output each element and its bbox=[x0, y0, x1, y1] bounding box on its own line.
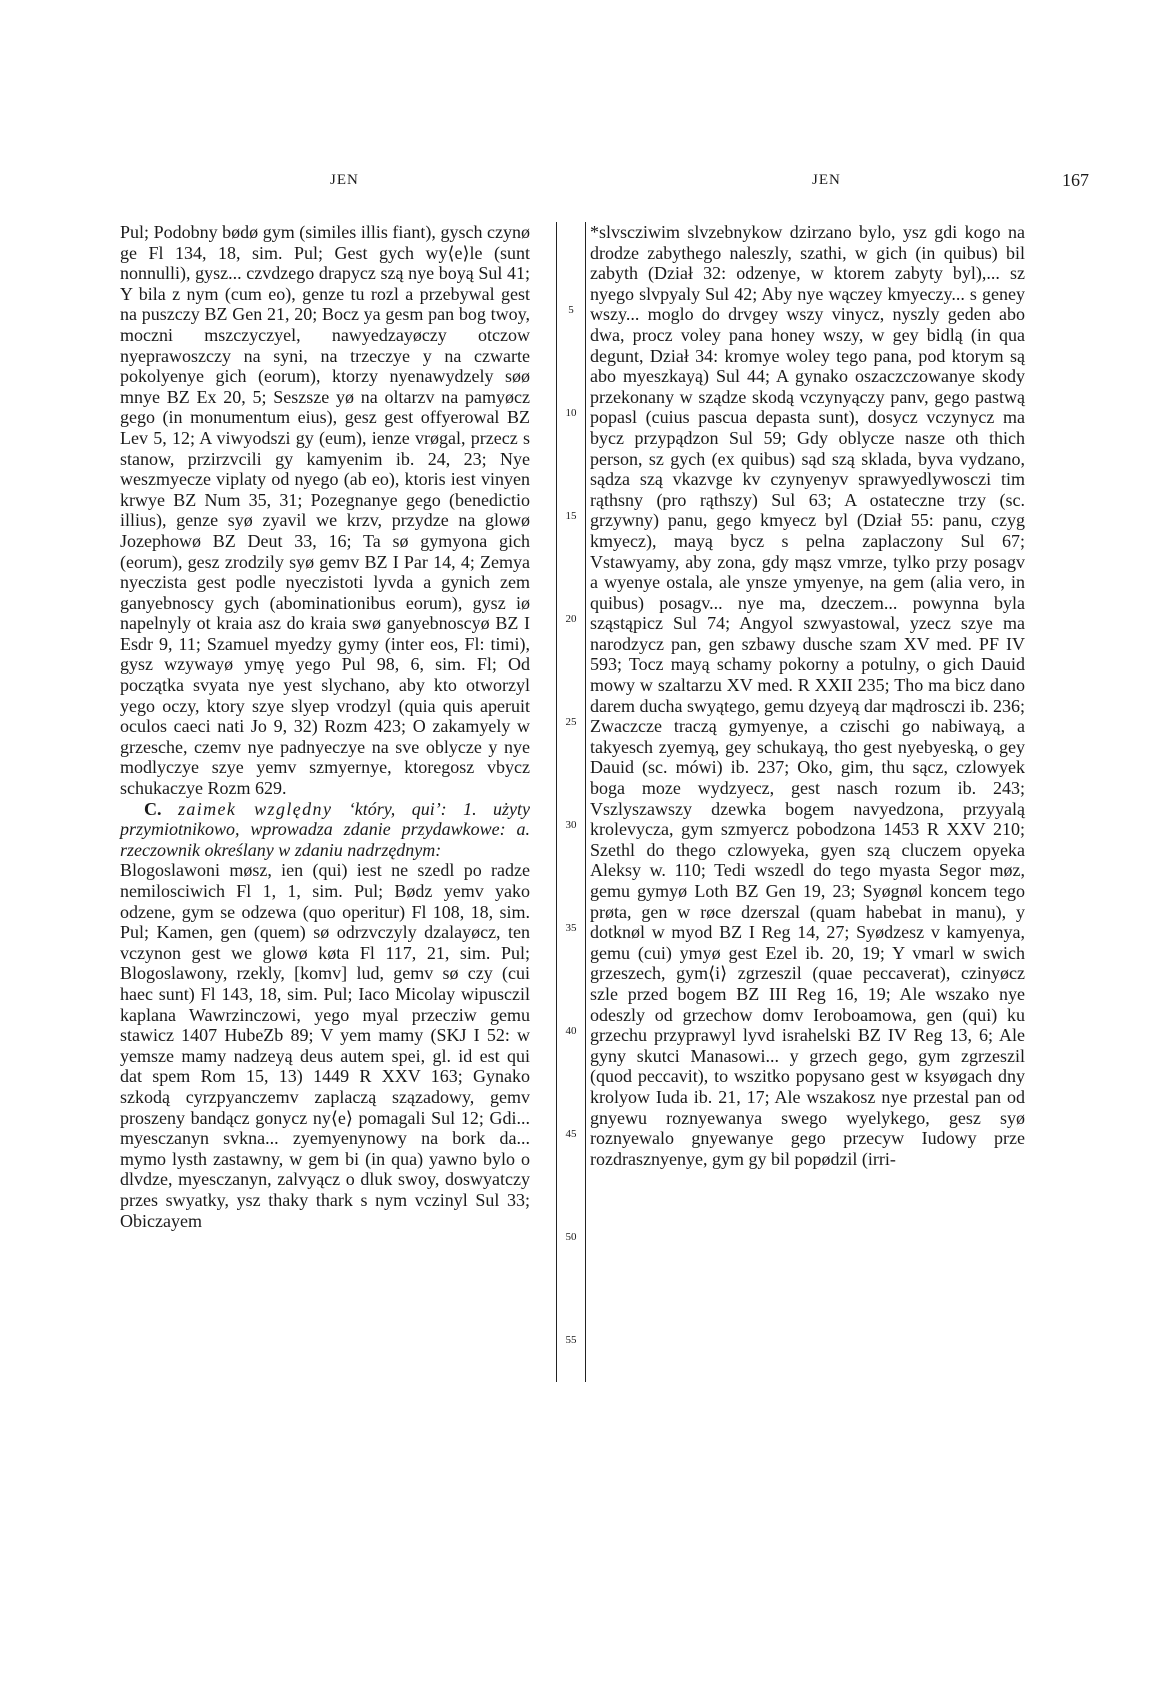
right-column bbox=[590, 222, 1025, 1169]
column-divider-left bbox=[556, 222, 557, 1382]
line-number-5: 5 bbox=[568, 304, 574, 316]
line-number-35: 35 bbox=[565, 922, 577, 934]
line-number-25: 25 bbox=[565, 716, 577, 728]
left-paragraph-2: Blogoslawoni møsz, ien (qui) iest ne szedl po radze nemilosciwich Fl 1, 1, sim. Pul; Bødz yemv yako odzene, gym se odzewa (quo operitur) Fl 108, 18, sim. Pul; Kamen, gen (quem) sø odrzvczyly dzalayøcz, ten vczynon gest we glowø køta Fl 117, 21, sim. Pul; Blogoslawony, rzekly, [komv] lud, gemv sø czy (cui haec sunt) Fl 143, 18, sim. Pul; Iaco Micolay wipusczil kaplana Wawrzinczowi, yego myal przecziw gemu stawicz 1407 HubeZb 89; V yem mamy (SKJ I 52: w yemsze mamy nadzeyą deus autem spei, gl. id est qui dat spem Rom 15, 13) 1449 R XXV 163; Gynako szkodą cyrzpyanczemv zaplaczą szązadowy, gemv proszeny bandącz gonycz ny⟨e⟩ pomagali Sul 12; Gdi... myesczanyn svkna... zyemyenynowy na bork da... mymo lysth zastawny, w gem bi (in qua) yawno bylo o dlvdze, myesczanyn, zalvyącz o dluk swoy, doswyatczy przes swyatky, ysz thaky thark s nym vczinyl Sul 33; Obiczayem bbox=[120, 860, 530, 1231]
line-number-10: 10 bbox=[565, 407, 577, 419]
running-head-right: JEN bbox=[812, 172, 841, 188]
line-number-55: 55 bbox=[565, 1334, 577, 1346]
section-c-heading-line bbox=[120, 799, 530, 861]
section-c-gloss: ‘który, qui’: 1. użyty przymiotnikowo, wprowadza zdanie przydawkowe: a. rzeczownik określany w zdaniu nadrzędnym: bbox=[120, 798, 531, 860]
section-c-heading: zaimek względny bbox=[177, 798, 333, 819]
line-number-50: 50 bbox=[565, 1231, 577, 1243]
page-number: 167 bbox=[1062, 170, 1089, 190]
line-number-45: 45 bbox=[565, 1128, 577, 1140]
line-number-20: 20 bbox=[565, 613, 577, 625]
section-c-label: C. bbox=[144, 798, 162, 819]
line-number-40: 40 bbox=[565, 1025, 577, 1037]
running-head-left: JEN bbox=[330, 172, 359, 188]
line-number-15: 15 bbox=[565, 510, 577, 522]
line-number-30: 30 bbox=[565, 819, 577, 831]
left-paragraph-1: Pul; Podobny bødø gym (similes illis fiant), gysch czynø ge Fl 134, 18, sim. Pul; Gest gych wy⟨e⟩le (sunt nonnulli), gysz... czvdzego drapycz szą nye boyą Sul 41; Y bila z nym (cum eo), genze tu rozl a przebywal gest na puszczy BZ Gen 21, 20; Bocz ya gesm pan bog twoy, moczni mszczyczyel, nawyedzayøczy otczow nyeprawoszczy na syni, na trzeczye y na czwarte pokolyenye gich (eorum), ktorzy nyenawydzely søø mnye BZ Ex 20, 5; Seszsze yø na oltarzv na pamyøcz gego (in monumentum eius), gesz gest offyerowal BZ Lev 5, 12; A viwyodszi gy (eum), ienze vrøgal, przecz s stanow, przirzvcili gy kamyenim ib. 24, 23; Nye weszmyecze viplaty od nyego (ab eo), ktoris iest vinyen krwye BZ Num 35, 31; Pozegnanye gego (benedictio illius), genze syø zyavil we krzv, przydze na glowø Jozephowø BZ Deut 33, 16; Ta sø gymyona gich (eorum), gesz zrodzily syø gemv BZ I Par 14, 4; Zemya nyeczista gest podle nyeczistoti lyvda a gynich zem ganyebnoscy gych (abominationibus eorum), gysz iø napelnyly ot kraia asz do kraia swø ganyebnoscyø BZ I Esdr 9, 11; Szamuel myedzy gymy (inter eos, Fl: timi), gysz wzywayø ymyę yego Pul 98, 6, sim. Fl; Od początka svyata nye yest slychano, aby kto otworzyl yego oczy, ktory szye slyep vrodzyl (quia quis aperuit oculos caeci nati Jo 9, 32) Rozm 423; O zakamyely w grzesche, czemv nye padnyeczye na sve oblycze y nye modlyczye szye yemv szmyernye, ktoregosz vbycz schukaczye Rozm 629. bbox=[120, 222, 530, 799]
column-divider-right bbox=[585, 222, 586, 1382]
right-paragraph-1: *slvscziwim slvzebnykow dzirzano bylo, ysz gdi kogo na drodze zabythego naleszly, szathi, w gich (in quibus) bil zabyth (Dział 32: odzenye, w ktorem zabyty byl),... sz nyego slvpyaly Sul 42; Aby nye wączey kmyeczy... s geney wszy... moglo do drvgey wszy vinycz, nyszly geden abo dwa, procz voley pana honey wszy, w gey bidlą (in qua degunt, Dział 34: kromye woley tego pana, pod ktorym są abo myeszkayą) Sul 44; A gynako oszaczczowanye skody przekonany w sządze skodą vczynyączy panv, gego pastwą popasl (cuius pascua depasta sunt), dosycz vczynycz ma bycz przypądzon Sul 59; Gdy oblycze nasze oth thich person, sz gych (ex quibus) sąd szą sklada, byva vydzano, sądza szą vkazvge kv czynyenyv sprawyedlywosczi tim rąthsny (pro rąthszy) Sul 63; A ostateczne trzy (sc. grzywny) panu, gego kmyecz byl (Dział 55: panu, czyg kmyecz), mayą bycz s pelna zaplaczony Sul 67; Vstawyamy, aby zona, gdy mąsz vmrze, tylko przy posagv a wyenye ostala, ale ynsze ymyenye, na gem (alia vero, in quibus) posagv... nye ma, dzeczem... powynna byla sząstąpicz Sul 74; Angyol szwyastowal, yzecz szye ma narodzycz pan, gen szbawy dusche szam XV med. PF IV 593; Tocz mayą schamy pokorny a potulny, o gich Dauid mowy w szaltarzu XV med. R XXII 235; Tho ma bicz dano darem ducha swyątego, gemu dzyeyą dar mądrosczi ib. 236; Zwaczcze traczą gymyenye, a czischi go nabiwayą, a takyesch zyemyą, gey schukayą, tho gest nyebyeską, o gey Dauid (sc. mówi) ib. 237; Oko, gim, thu sącz, czlowyek boga moze wydzyecz, gest nasch rozum ib. 243; Vszlyszawszy dzewka bogem navyedzona, przyyalą krolevycza, gym szmyercz pobodzona 1453 R XXV 210; Szethl do thego czlowyeka, gyen szą cluczem opyeka Aleksy w. 110; Tedi wszedl do tego myasta Segor møz, gemu gymyø Loth BZ Gen 19, 23; Syøgnøl koncem tego prøta, gen w røce dzerszal (quam habebat in manu), y dotknøl w myod BZ I Reg 14, 27; Syødzesz v kamyenya, gemu (cui) ymyø gest Ezel ib. 20, 19; Y vmarl w swich grzeszech, gym⟨i⟩ zgrzeszil (quae peccaverat), czinyøcz szle przed bogem BZ III Reg 16, 19; Ale wszako nye odeszly od grzechow domv Ieroboamowa, gen (qui) ku grzechu przyprawyl lyvd israhelski BZ IV Reg 13, 6; Ale gyny skutci Manasowi... y grzech gego, gym zgrzeszil (quod peccavit), to wszitko popysano gest w ksyøgach dny krolyow Iuda ib. 21, 17; Ale wszakosz nye przestal pan od gnyewu roznyewanya swego wyelykego, gesz syø roznyewalo gnyewanye gego przecyw Iudowy prze rozdrasznyenye, gym gy bil popødzil (irri- bbox=[590, 222, 1025, 1169]
left-column bbox=[120, 222, 530, 1231]
